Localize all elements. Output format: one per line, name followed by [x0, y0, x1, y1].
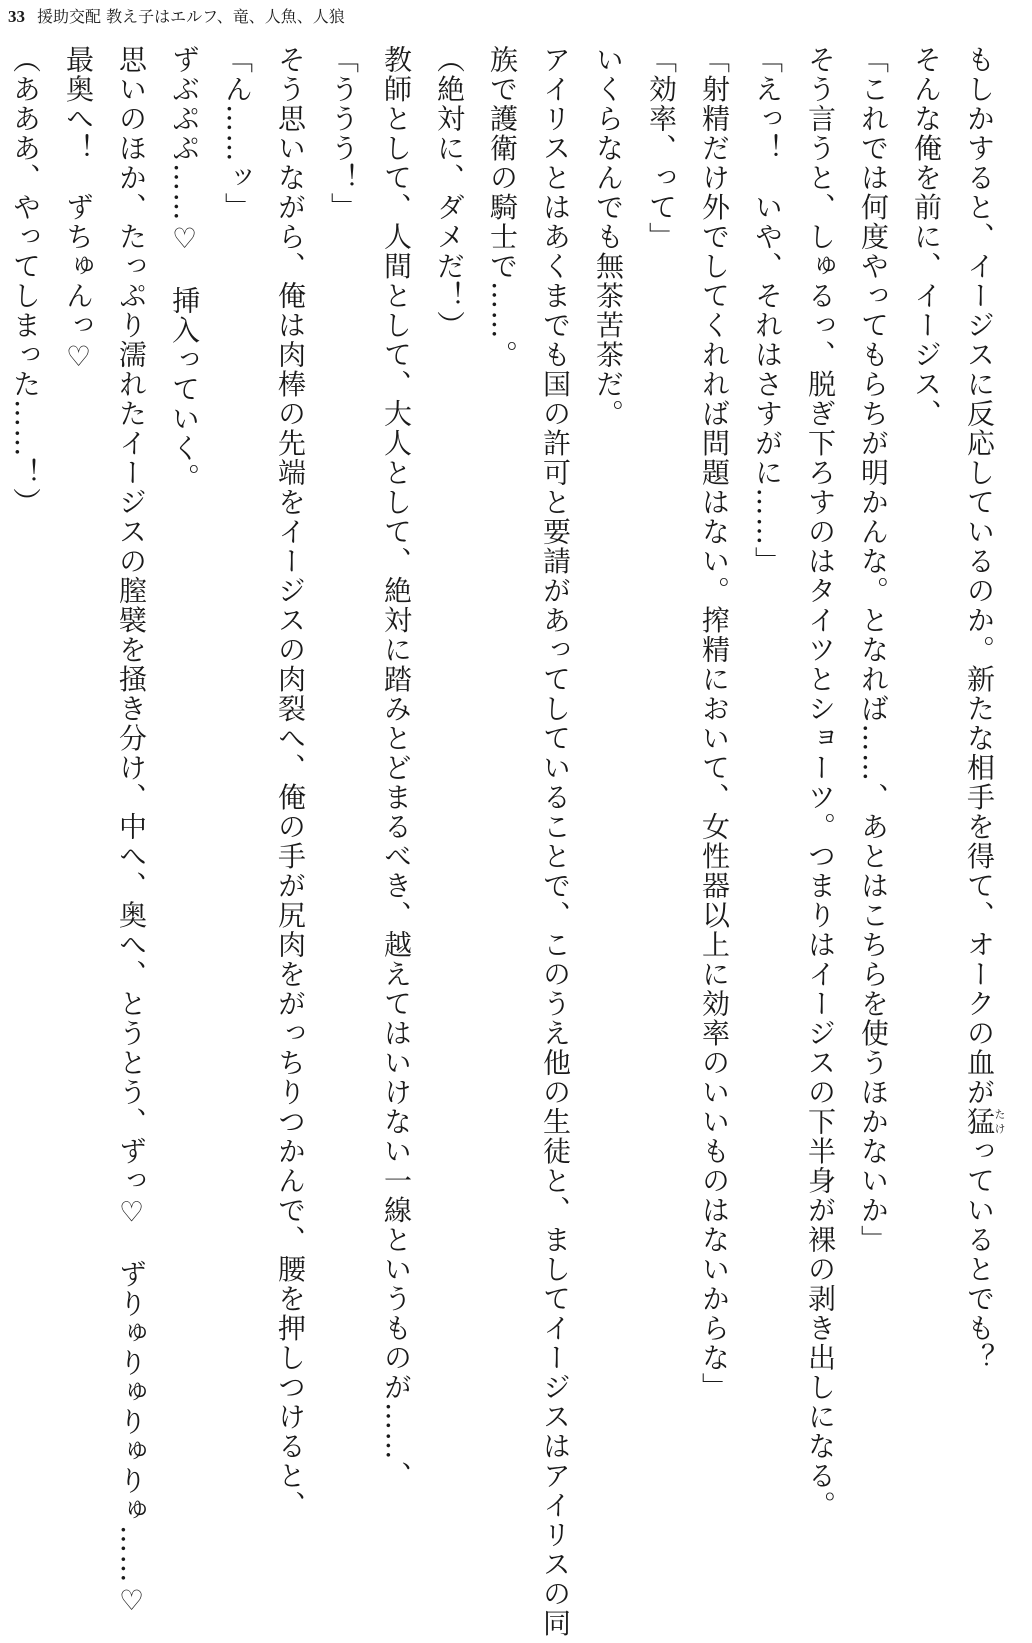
text-line-segment: 最奥へ！ ずちゅんっ♡: [62, 45, 95, 375]
page-header: [8, 4, 345, 28]
vertical-text-body: [9, 45, 1006, 1638]
text-line-segment: いくらなんでも無茶苦茶だ。: [592, 45, 625, 429]
text-line-segment: そう言うと、しゅるっ、脱ぎ下ろすのはタイツとショーツ。つまりはイージスの下半身が裸の剥き出しになる。: [804, 45, 837, 1520]
text-line-segment: そんな俺を前に、イージス、: [910, 45, 943, 429]
text-line: [635, 45, 688, 1405]
text-line: [741, 45, 794, 1405]
text-line: [582, 45, 635, 1405]
text-line: [794, 45, 847, 1520]
text-line-segment: 「射精だけ外でしてくれれば問題はない。搾精において、女性器以上に効率のいいものはないからな」: [698, 45, 731, 1402]
text-line-segment: そう思いながら、俺は肉棒の先端をイージスの肉裂へ、俺の手が尻肉をがっちりつかんで、腰を押しつけると、: [274, 45, 307, 1520]
text-line-segment: もしかすると、イージスに反応しているのか。新たな相手を得て、オークの血が: [963, 45, 996, 1107]
text-line-segment: （絶対に、ダメだ！）: [433, 45, 466, 340]
text-line: [688, 45, 741, 1405]
text-line: [105, 45, 158, 1619]
text-line-segment: っているとでも？: [963, 1136, 996, 1373]
furigana-reading: たけ: [993, 1107, 1006, 1137]
text-line-segment: （あああ、やってしまった……！）: [9, 45, 42, 517]
text-line: [0, 45, 52, 1405]
furigana-base: 猛: [963, 1107, 996, 1137]
text-line: [476, 45, 529, 1405]
text-line-segment: 族で護衛の騎士で……。: [486, 45, 519, 370]
text-line: [370, 45, 423, 1491]
furigana-word: [963, 1107, 1006, 1137]
text-line: [317, 45, 370, 1405]
text-line: [529, 45, 582, 1638]
text-line: [423, 45, 476, 1405]
page-number: 33: [8, 7, 25, 26]
book-title: 援助交配 教え子はエルフ、竜、人魚、人狼: [37, 7, 345, 26]
text-line: [900, 45, 953, 1405]
text-line-segment: 「ん……ッ」: [221, 45, 254, 222]
text-line-segment: 教師として、人間として、大人として、絶対に踏みとどまるべき、越えてはいけない一線というものが……、: [380, 45, 413, 1491]
text-line-segment: 「ううう！」: [327, 45, 360, 222]
text-line: [953, 45, 1006, 1405]
text-line-segment: 「効率、って」: [645, 45, 678, 252]
text-line-segment: 思いのほか、たっぷり濡れたイージスの膣襞を掻き分け、中へ、奥へ、とうとう、ずっ♡ ずりゅりゅりゅりゅ……♡: [115, 45, 148, 1619]
text-line-segment: ずぶぷぷ……♡ 挿入っていく。: [168, 45, 201, 493]
text-line: [847, 45, 900, 1405]
text-line-segment: アイリスとはあくまでも国の許可と要請があってしていることで、このうえ他の生徒と、ましてイージスはアイリスの同: [539, 45, 572, 1638]
text-line: [211, 45, 264, 1405]
text-line: [52, 45, 105, 1405]
text-line-segment: 「これでは何度やってもらちが明かんな。となれば……、あとはこちらを使うほかないか」: [857, 45, 890, 1255]
text-line-segment: 「えっ！ いや、それはさすがに……」: [751, 45, 784, 576]
text-line: [264, 45, 317, 1520]
text-line: [158, 45, 211, 1405]
